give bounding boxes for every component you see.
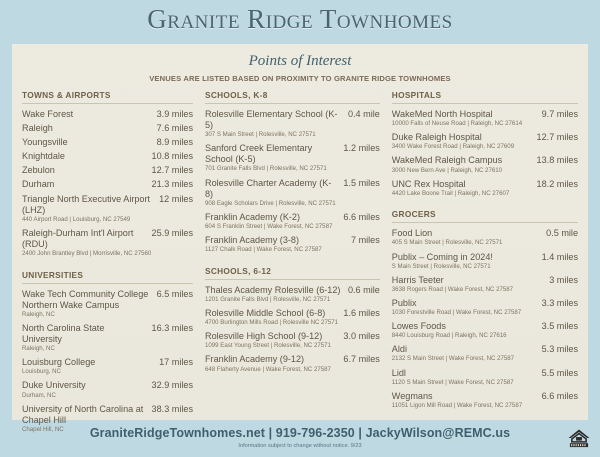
entry-row (392, 132, 578, 143)
list-item (22, 194, 193, 224)
entry-address: Louisburg, NC (22, 368, 61, 376)
column-left (22, 90, 205, 438)
entry-name: Wake Forest (22, 109, 74, 119)
list-item (205, 285, 380, 304)
entry-row (392, 179, 578, 190)
entry-row (22, 228, 193, 250)
entry-name: Franklin Academy (3-8) (205, 235, 300, 246)
list-item (22, 151, 193, 162)
entry-row (205, 212, 380, 223)
entry-name: Rolesville Middle School (6-8) (205, 308, 326, 318)
entry-name: Duke Raleigh Hospital (391, 132, 482, 143)
entry-address: 440 Airport Road | Louisburg, NC 27549 (22, 215, 131, 223)
entry-name: Publix (391, 297, 417, 308)
entry-row (205, 235, 380, 246)
footer-disclaimer: Information subject to change without notice. 9/23 (238, 443, 362, 449)
list-item (22, 165, 193, 176)
entry-distance: 13.8 miles (536, 155, 578, 166)
entry-row (205, 178, 380, 200)
entry-address: 11051 Ligon Mill Road | Wake Forest, NC 27587 (391, 401, 523, 409)
section-heading-hospitals: HOSPITALS (392, 90, 578, 104)
entry-address: Raleigh, NC (22, 345, 55, 353)
section-heading-towns-airports: TOWNS & AIRPORTS (22, 90, 193, 104)
entry-row (22, 123, 193, 134)
entry-name: Lidl (391, 367, 406, 378)
entry-distance: 25.9 miles (151, 227, 193, 238)
list-item (392, 109, 578, 128)
list-item (22, 228, 193, 258)
poi-title: Points of Interest (248, 53, 352, 69)
entry-distance: 9.7 miles (541, 109, 578, 119)
list-item (392, 275, 578, 294)
entry-address: 1120 S Main Street | Wake Forest, NC 27587 (391, 378, 514, 386)
entry-address: S Main Street | Rolesville, NC 27571 (391, 262, 491, 270)
entry-name: Durham (22, 179, 55, 190)
entry-row (22, 289, 193, 311)
list-item (392, 252, 578, 271)
column-middle (205, 90, 392, 438)
entry-distance: 3.5 miles (541, 321, 578, 332)
entry-distance: 6.7 miles (343, 354, 380, 365)
list-item (205, 331, 380, 350)
entry-distance: 21.3 miles (151, 179, 193, 190)
entry-address: 1201 Granite Falls Blvd | Rolesville, NC 27571 (205, 295, 331, 303)
section-list-towns-airports (22, 109, 193, 258)
entry-row (392, 275, 578, 286)
entry-distance: 38.3 miles (151, 403, 193, 414)
entry-row (22, 137, 193, 148)
entry-distance: 3.9 miles (156, 109, 193, 119)
list-item (22, 109, 193, 120)
entry-row (22, 151, 193, 162)
entry-row (392, 344, 578, 355)
entry-name: North Carolina State University (22, 322, 105, 345)
entry-address: 3000 New Bern Ave | Raleigh, NC 27610 (391, 166, 503, 174)
entry-name: Rolesville High School (9-12) (205, 331, 323, 342)
entry-distance: 10.8 miles (151, 151, 193, 162)
entry-name: Raleigh (22, 123, 53, 134)
section-heading-schools-k8: SCHOOLS, K-8 (205, 90, 380, 104)
entry-distance: 0.5 mile (546, 228, 578, 239)
page-title: Granite Ridge Townhomes (147, 4, 453, 34)
entry-distance: 6.6 miles (541, 390, 578, 401)
entry-row (205, 285, 380, 296)
entry-row (392, 391, 578, 402)
entry-name: Zebulon (22, 165, 55, 176)
entry-address: 4420 Lake Boone Trail | Raleigh, NC 27607 (391, 189, 510, 197)
entry-distance: 1.5 miles (343, 177, 380, 188)
entry-row (22, 194, 193, 216)
section-heading-grocers: GROCERS (392, 209, 578, 223)
entry-name: Raleigh-Durham Int'l Airport (RDU) (22, 227, 134, 249)
entry-row (392, 155, 578, 166)
entry-address: 908 Eagle Scholars Drive | Rolesville, NC 27571 (205, 199, 336, 207)
section-list-schools-612 (205, 285, 380, 373)
entry-row (22, 109, 193, 120)
entry-distance: 6.6 miles (343, 211, 380, 222)
entry-distance: 1.6 miles (343, 308, 380, 318)
entry-address: 1099 East Young Street | Rolesville, NC 27571 (205, 342, 331, 350)
entry-name: Rolesville Charter Academy (K-8) (205, 177, 332, 199)
entry-distance: 17 miles (159, 357, 193, 368)
entry-row (205, 143, 380, 165)
entry-distance: 1.4 miles (541, 251, 578, 262)
list-item (22, 323, 193, 353)
entry-row (205, 354, 380, 365)
poi-subtitle: VENUES ARE LISTED BASED ON PROXIMITY TO GRANITE RIDGE TOWNHOMES (149, 74, 451, 83)
entry-row (392, 228, 578, 239)
list-item (205, 235, 380, 254)
list-item (22, 380, 193, 399)
entry-distance: 7.6 miles (156, 123, 193, 134)
columns-container (22, 90, 578, 438)
entry-row (392, 368, 578, 379)
list-item (205, 178, 380, 208)
entry-address: 701 Granite Falls Blvd | Rolesville, NC 27571 (205, 165, 327, 173)
footer (0, 420, 600, 457)
entry-row (392, 321, 578, 332)
entry-name: Triangle North Executive Airport (LHZ) (22, 193, 151, 215)
entry-distance: 3.3 miles (541, 297, 578, 308)
entry-address: 3400 Wake Forest Road | Raleigh, NC 27609 (391, 143, 515, 151)
list-item (392, 155, 578, 174)
entry-row (392, 298, 578, 309)
list-item (22, 289, 193, 319)
entry-name: Aldi (391, 344, 407, 355)
list-item (205, 308, 380, 327)
section-list-schools-k8 (205, 109, 380, 254)
entry-name: Harris Teeter (391, 274, 444, 285)
entry-address: Raleigh, NC (22, 310, 55, 318)
entry-name: Youngsville (22, 137, 68, 148)
entry-name: Knightdale (22, 151, 65, 162)
list-item (392, 228, 578, 247)
list-item (205, 109, 380, 139)
section-list-universities (22, 289, 193, 434)
entry-distance: 7 miles (350, 235, 380, 246)
entry-distance: 1.2 miles (343, 143, 380, 154)
entry-row (22, 179, 193, 190)
entry-row (22, 380, 193, 391)
list-item (22, 137, 193, 148)
entry-address: 405 S Main Street | Rolesville, NC 27571 (391, 239, 503, 247)
entry-name: Franklin Academy (K-2) (205, 211, 301, 222)
section-list-grocers (392, 228, 578, 409)
entry-distance: 5.5 miles (541, 367, 578, 378)
entry-address: Durham, NC (22, 391, 56, 399)
entry-name: Wegmans (391, 390, 433, 401)
list-item (22, 357, 193, 376)
entry-distance: 16.3 miles (151, 322, 193, 333)
list-item (392, 368, 578, 387)
list-item (392, 344, 578, 363)
entry-name: Duke University (22, 380, 86, 391)
entry-name: Franklin Academy (9-12) (205, 354, 305, 365)
entry-name: University of North Carolina at Chapel Hill (22, 403, 144, 425)
list-item (392, 132, 578, 151)
entry-distance: 5.3 miles (541, 344, 578, 355)
entry-distance: 18.2 miles (536, 178, 578, 189)
entry-name: UNC Rex Hospital (391, 178, 466, 189)
entry-name: Lowes Foods (391, 321, 446, 332)
entry-name: Food Lion (391, 228, 433, 239)
entry-row (205, 331, 380, 342)
entry-address: 648 Flaherty Avenue | Wake Forest, NC 27587 (205, 365, 331, 373)
entry-address: 3638 Rogers Road | Wake Forest, NC 27587 (391, 285, 514, 293)
entry-address: 1127 Chalk Road | Wake Forest, NC 27587 (205, 246, 322, 254)
list-item (392, 298, 578, 317)
entry-name: Louisburg College (22, 357, 96, 368)
entry-row (205, 109, 380, 131)
entry-address: 2132 S Main Street | Wake Forest, NC 27587 (391, 355, 515, 363)
entry-distance: 8.9 miles (156, 137, 193, 148)
entry-name: WakeMed North Hospital (391, 109, 493, 119)
list-item (205, 212, 380, 231)
entry-address: 307 S Main Street | Rolesville, NC 27571 (205, 131, 316, 139)
entry-distance: 12.7 miles (536, 132, 578, 143)
list-item (22, 123, 193, 134)
section-heading-schools-612: SCHOOLS, 6-12 (205, 266, 380, 280)
column-right (392, 90, 578, 438)
entry-address: 1030 Forestville Road | Wake Forest, NC 27587 (391, 309, 522, 317)
entry-distance: 0.6 mile (347, 284, 380, 295)
list-item (205, 143, 380, 173)
list-item (205, 354, 380, 373)
entry-address: 10000 Falls of Neuse Road | Raleigh, NC 27614 (391, 120, 523, 128)
entry-distance: 12.7 miles (151, 165, 193, 176)
entry-name: Thales Academy Rolesville (6-12) (205, 284, 341, 295)
footer-contact[interactable]: GraniteRidgeTownhomes.net | 919-796-2350 | JackyWilson@REMC.us (89, 426, 511, 440)
entry-address: 4700 Burlington Mills Road | Rolesville NC 27571 (205, 319, 339, 327)
entry-distance: 3 miles (549, 274, 578, 285)
entry-name: Sanford Creek Elementary School (K-5) (205, 143, 313, 165)
section-heading-universities: UNIVERSITIES (22, 270, 193, 284)
entry-row (205, 308, 380, 319)
entry-row (392, 252, 578, 263)
entry-name: Wake Tech Community College Northern Wake Campus (22, 288, 149, 310)
entry-address: 604 S Franklin Street | Wake Forest, NC 27587 (205, 222, 333, 230)
entry-distance: 6.5 miles (156, 288, 193, 299)
entry-name: Publix – Coming in 2024! (391, 251, 493, 262)
entry-name: Rolesville Elementary School (K-5) (205, 109, 338, 131)
entry-name: WakeMed Raleigh Campus (391, 155, 503, 166)
entry-address: 8440 Louisburg Road | Raleigh, NC 27616 (391, 332, 507, 340)
entry-distance: 0.4 mile (347, 109, 380, 119)
entry-address: Chapel Hill, NC (22, 425, 64, 433)
list-item (392, 391, 578, 410)
entry-distance: 12 miles (159, 193, 193, 204)
list-item (392, 179, 578, 198)
entry-distance: 3.0 miles (343, 331, 380, 342)
list-item (22, 179, 193, 190)
equal-housing-opportunity-icon (566, 425, 592, 451)
entry-row (22, 323, 193, 345)
entry-distance: 32.9 miles (151, 380, 193, 391)
section-list-hospitals (392, 109, 578, 197)
entry-row (22, 357, 193, 368)
list-item (392, 321, 578, 340)
entry-address: 2400 John Brantley Blvd | Morrisville, NC 27560 (22, 250, 152, 258)
entry-row (22, 165, 193, 176)
entry-row (392, 109, 578, 120)
